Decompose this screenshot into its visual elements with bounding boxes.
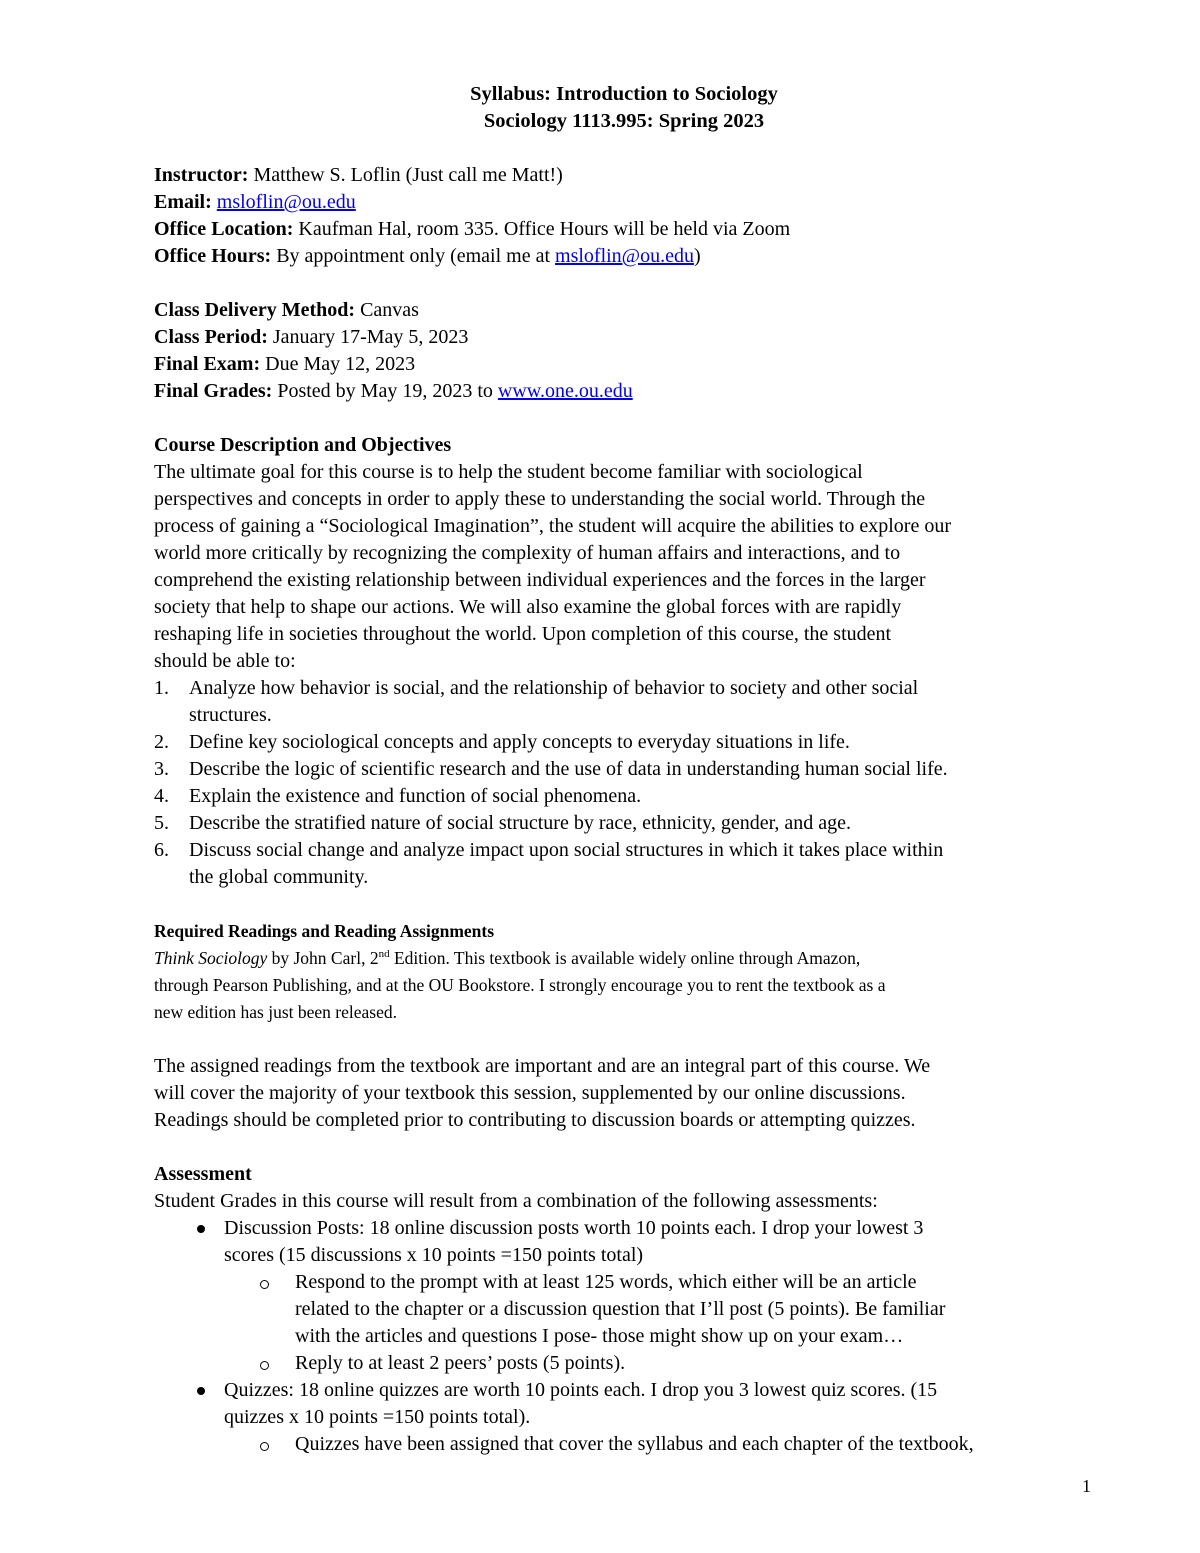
list-item: 3. Describe the logic of scientific research and the use of data in understanding human social life.: [154, 758, 948, 780]
list-item: 4. Explain the existence and function of social phenomena.: [154, 785, 642, 807]
description-heading: Course Description and Objectives: [154, 434, 452, 456]
assessment-intro: Student Grades in this course will result from a combination of the following assessments:: [154, 1190, 878, 1212]
office-hours-line: Office Hours: By appointment only (email me at msloflin@ou.edu): [154, 245, 701, 267]
final-grades-line: Final Grades: Posted by May 19, 2023 to www.one.ou.edu: [154, 380, 633, 402]
list-item: Reply to at least 2 peers’ posts (5 points).: [224, 1350, 1094, 1377]
readings-heading: Required Readings and Reading Assignments: [154, 921, 495, 941]
circle-bullet-icon: [260, 1280, 269, 1289]
readings-line-1: Think Sociology by John Carl, 2nd Edition. This textbook is available widely online through Amazon,: [154, 948, 861, 968]
instructor-line: Instructor: Matthew S. Loflin (Just call me Matt!): [154, 164, 563, 186]
readings-paragraph: The assigned readings from the textbook are important and are an integral part of this course. We will cover the majority of your textbook this session, supplemented by our online discussions. Readings should be completed prior to contributing to discussion boards or attempting quizzes.: [154, 1055, 931, 1131]
list-item: Quizzes have been assigned that cover the syllabus and each chapter of the textbook,: [224, 1431, 1094, 1458]
list-item: Quizzes: 18 online quizzes are worth 10 points each. I drop you 3 lowest quiz scores. (15 quizzes x 10 points =150 points total). Quizzes have been assigned that cover the syllabus and each chapter of the textbook,: [154, 1377, 1094, 1458]
one-ou-link[interactable]: www.one.ou.edu: [497, 380, 633, 402]
course-code: Sociology 1113.995: Spring 2023: [483, 110, 765, 132]
list-item: 6. Discuss social change and analyze impact upon social structures in which it takes place within the global community.: [154, 839, 944, 888]
bullet-icon: [197, 1387, 205, 1395]
circle-bullet-icon: [260, 1442, 269, 1451]
sub-list: [224, 1431, 1094, 1458]
office-hours-email-link[interactable]: msloflin@ou.edu: [555, 245, 694, 267]
email-line: Email: msloflin@ou.edu: [154, 191, 356, 213]
readings-line-3: new edition has just been released.: [154, 1002, 397, 1022]
sub-list: [224, 1269, 1094, 1377]
circle-bullet-icon: [260, 1361, 269, 1370]
email-link[interactable]: msloflin@ou.edu: [216, 191, 356, 213]
list-item: Respond to the prompt with at least 125 words, which either will be an article related to the chapter or a discussion question that I’ll post (5 points). Be familiar with the articles and questions I pose- those might show up on your exam…: [224, 1269, 1094, 1350]
readings-line-2: through Pearson Publishing, and at the OU Bookstore. I strongly encourage you to rent the textbook as a: [154, 975, 886, 995]
final-exam-line: Final Exam: Due May 12, 2023: [154, 353, 416, 375]
class-period-line: Class Period: January 17-May 5, 2023: [154, 326, 469, 348]
office-location-line: Office Location: Kaufman Hal, room 335. Office Hours will be held via Zoom: [154, 218, 791, 240]
delivery-method-line: Class Delivery Method: Canvas: [154, 299, 419, 321]
assessment-heading: Assessment: [154, 1163, 252, 1185]
book-title: Think Sociology: [154, 948, 268, 968]
list-item: 2. Define key sociological concepts and apply concepts to everyday situations in life.: [154, 731, 850, 753]
bullet-icon: [197, 1225, 205, 1233]
description-paragraph: The ultimate goal for this course is to help the student become familiar with sociological perspectives and concepts in order to apply these to understanding the social world. Through the process of gaining a “Sociological Imagination”, the student will acquire the abilities to explore our world more critically by recognizing the complexity of human affairs and interactions, and to comprehend the existing relationship between individual experiences and the forces in the larger society that help to shape our actions. We will also examine the global forces with are rapidly reshaping life in societies throughout the world. Upon completion of this course, the student should be able to:: [154, 461, 951, 672]
page-number: 1: [1082, 1476, 1091, 1496]
list-item: 5. Describe the stratified nature of social structure by race, ethnicity, gender, and age.: [154, 812, 852, 834]
assessment-list: [154, 1215, 1094, 1458]
objectives-list: [154, 675, 1094, 891]
syllabus-title: Syllabus: Introduction to Sociology: [470, 83, 778, 105]
syllabus-page: [154, 81, 1094, 1458]
list-item: Discussion Posts: 18 online discussion posts worth 10 points each. I drop your lowest 3 scores (15 discussions x 10 points =150 points total) Respond to the prompt with at least 125 words, which either will be an article related to the chapter or a discussion question that I’ll post (5 points). Be familiar with the articles and questions I pose- those might show up on your exam… Reply to at least 2 peers’ posts (5 points).: [154, 1215, 1094, 1377]
list-item: 1. Analyze how behavior is social, and the relationship of behavior to society and other social structures.: [154, 677, 919, 726]
